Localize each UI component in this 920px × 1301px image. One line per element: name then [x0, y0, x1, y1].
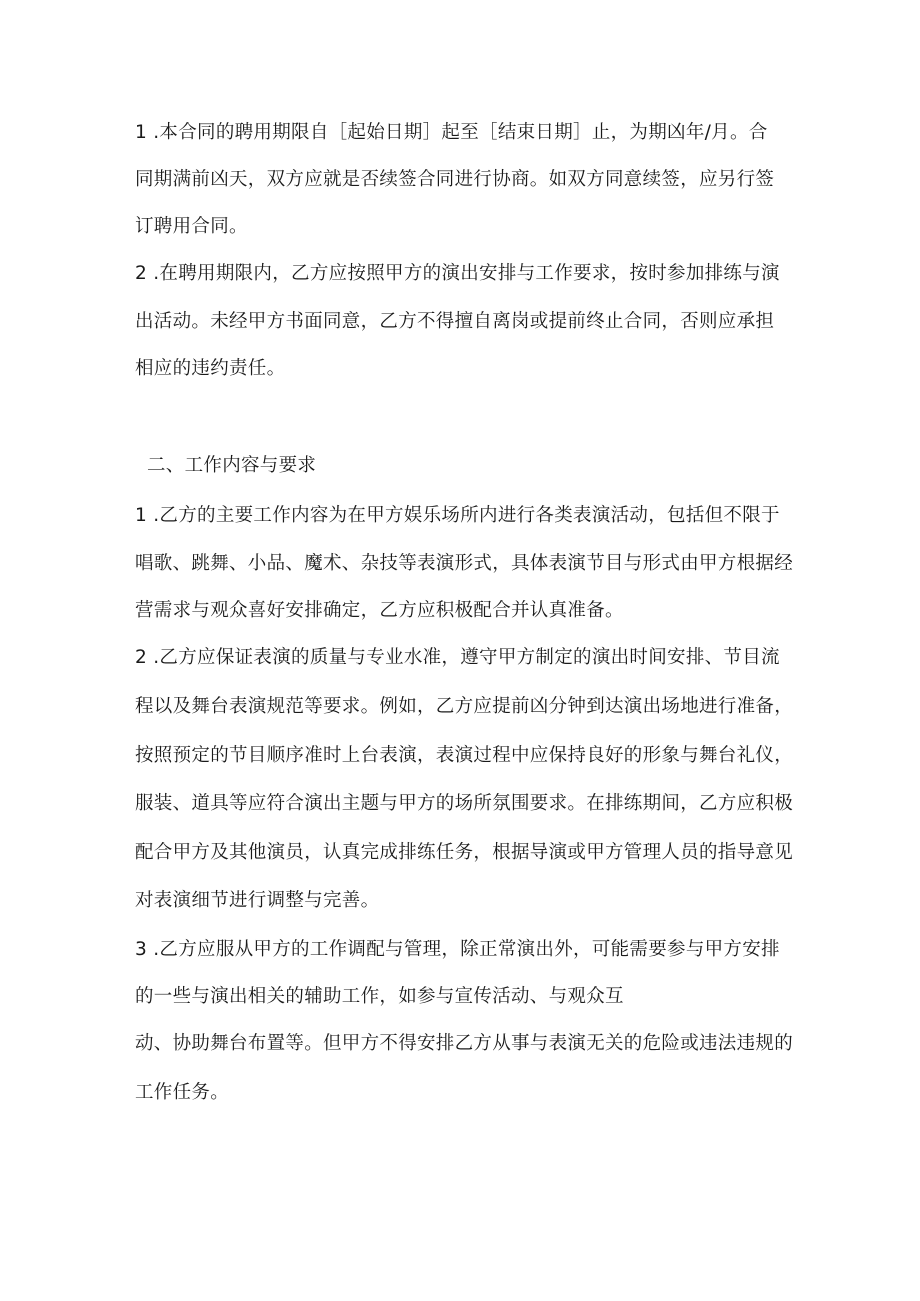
- paragraph-line: 出活动。未经甲方书面同意，乙方不得擅自离岗或提前终止合同，否则应承担: [135, 311, 775, 332]
- paragraph-line: 动、协助舞台布置等。但甲方不得安排乙方从事与表演无关的危险或违法违规的: [135, 1033, 794, 1054]
- paragraph-line: 2 .在聘用期限内，乙方应按照甲方的演出安排与工作要求，按时参加排练与演: [135, 263, 780, 284]
- paragraph-line: 订聘用合同。: [135, 216, 248, 237]
- paragraph-line: 营需求与观众喜好安排确定，乙方应积极配合并认真准备。: [135, 600, 624, 621]
- paragraph-line: 2 .乙方应保证表演的质量与专业水准，遵守甲方制定的演出时间安排、节目流: [135, 647, 780, 668]
- paragraph-line: 相应的违约责任。: [135, 358, 286, 379]
- paragraph-line: 3 .乙方应服从甲方的工作调配与管理，除正常演出外，可能需要参与甲方安排: [135, 939, 780, 960]
- paragraph-line: 程以及舞台表演规范等要求。例如，乙方应提前凶分钟到达演出场地进行准备，: [135, 696, 794, 717]
- paragraph-line: 服装、道具等应符合演出主题与甲方的场所氛围要求。在排练期间，乙方应积极: [135, 793, 794, 814]
- paragraph-line: 按照预定的节目顺序准时上台表演，表演过程中应保持良好的形象与舞台礼仪，: [135, 745, 794, 766]
- paragraph-line: 对表演细节进行调整与完善。: [135, 890, 380, 911]
- section-heading: 二、工作内容与要求: [147, 455, 317, 476]
- paragraph-line: 同期满前凶天，双方应就是否续签合同进行协商。如双方同意续签，应另行签: [135, 169, 775, 190]
- paragraph-line: 的一些与演出相关的辅助工作，如参与宣传活动、与观众互: [135, 986, 624, 1007]
- paragraph-line: 唱歌、跳舞、小品、魔术、杂技等表演形式，具体表演节目与形式由甲方根据经: [135, 553, 794, 574]
- paragraph-line: 1 .本合同的聘用期限自［起始日期］起至［结束日期］止，为期凶年/月。合: [135, 122, 768, 143]
- paragraph-line: 1 .乙方的主要工作内容为在甲方娱乐场所内进行各类表演活动，包括但不限于: [135, 505, 780, 526]
- paragraph-line: 配合甲方及其他演员，认真完成排练任务，根据导演或甲方管理人员的指导意见: [135, 842, 794, 863]
- paragraph-line: 工作任务。: [135, 1082, 230, 1103]
